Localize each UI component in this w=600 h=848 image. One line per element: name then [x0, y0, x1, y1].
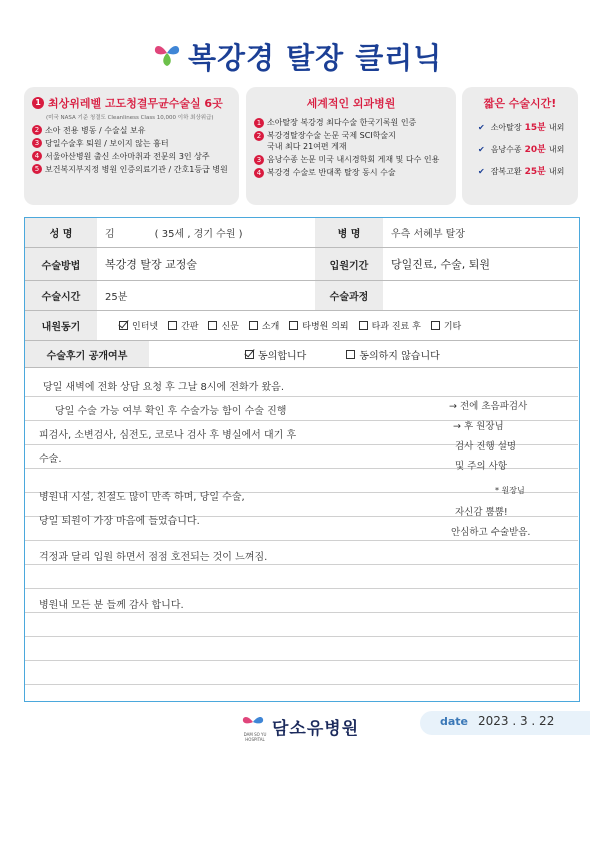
- item-prefix: 소아탈장: [490, 123, 522, 132]
- review-line: 당일 퇴원이 가장 마음에 들었습니다.: [39, 516, 200, 527]
- list-item: [32, 124, 231, 137]
- review-line: 병원내 모든 분 들께 감사 합니다.: [39, 600, 184, 611]
- feature-box-facilities: [24, 87, 239, 205]
- period-field[interactable]: 당일진료, 수술, 퇴원: [391, 258, 490, 271]
- motive-option-internet[interactable]: [119, 319, 158, 332]
- review-line: 걱정과 달리 입원 하면서 점점 호전되는 것이 느껴짐.: [39, 552, 268, 563]
- motive-option-other-hospital[interactable]: [289, 319, 348, 332]
- check-icon: ✔: [478, 123, 485, 132]
- number-badge: 3: [254, 155, 264, 165]
- item-emphasis: 25분: [524, 167, 546, 177]
- list-item: [470, 161, 570, 183]
- checkbox[interactable]: [168, 321, 177, 330]
- hospital-logo: [240, 712, 390, 742]
- method-label: 수술방법: [25, 248, 97, 280]
- review-form: [24, 217, 580, 702]
- item-suffix: 내외: [548, 123, 565, 132]
- ruled-line: [25, 660, 578, 661]
- list-item-text: 복강경탈장수술 논문 국제 SCI학술지: [267, 131, 396, 140]
- list-item-text: 복강경 수술로 반대쪽 탈장 동시 수술: [267, 168, 396, 177]
- ruled-line: [25, 564, 578, 565]
- item-suffix: 내외: [548, 167, 565, 176]
- number-badge: 4: [32, 151, 42, 161]
- option-label: 동의합니다: [258, 350, 307, 362]
- disease-label: 병 명: [315, 218, 383, 247]
- header: [0, 30, 600, 80]
- name-label: 성 명: [25, 218, 97, 247]
- process-field[interactable]: [383, 281, 578, 310]
- side-note: 자신감 뿜뿜!: [455, 507, 508, 518]
- list-item-text: 소아 전용 병동 / 수술실 보유: [45, 126, 146, 135]
- motive-option-etc[interactable]: [431, 319, 461, 332]
- public-options: [245, 341, 440, 367]
- list-item: [470, 117, 570, 139]
- checkbox-checked[interactable]: [119, 321, 128, 330]
- date-label: date: [440, 715, 469, 728]
- option-label: 신문: [221, 322, 239, 332]
- name-value: 김: [105, 229, 115, 240]
- feature-box-short-surgery: [462, 87, 578, 205]
- method-field[interactable]: 복강경 탈장 교정술: [105, 258, 198, 271]
- review-line: 당일 수술 가능 여부 확인 후 수술가능 함이 수술 진행: [55, 406, 287, 417]
- option-label: 타과 진료 후: [371, 322, 421, 332]
- list-item: [254, 167, 448, 178]
- feature-box-title: 세계적인 외과병원: [306, 97, 396, 110]
- motive-option-newspaper[interactable]: [208, 319, 238, 332]
- item-prefix: 잠복고환: [490, 167, 522, 176]
- public-label: 수술후기 공개여부: [25, 341, 149, 367]
- review-text-area[interactable]: [25, 368, 578, 701]
- period-label: 입원기간: [315, 248, 383, 280]
- motive-label: 내원동기: [25, 311, 97, 340]
- feature-list: [254, 117, 448, 178]
- option-label: 기타: [443, 322, 462, 332]
- number-badge: 2: [32, 125, 42, 135]
- option-label: 간판: [181, 322, 199, 332]
- side-note: 안심하고 수술받음.: [451, 527, 531, 538]
- list-item-text: 당일수술후 퇴원 / 보이지 않는 흉터: [45, 139, 169, 148]
- checkbox-checked[interactable]: [245, 350, 254, 359]
- list-item: [254, 154, 448, 165]
- number-badge: 1: [32, 97, 44, 109]
- process-label: 수술과정: [315, 281, 383, 310]
- form-row-public: [25, 341, 578, 368]
- item-emphasis: 15분: [524, 123, 546, 133]
- form-row-name: [25, 218, 578, 248]
- feature-box-title: 짧은 수술시간!: [483, 97, 557, 110]
- side-note: 검사 진행 설명: [455, 441, 517, 452]
- ruled-line: [25, 636, 578, 637]
- list-item-text: 보건복지부지정 병원 인증의료기관 / 간호1등급 병원: [45, 165, 228, 174]
- list-item: [254, 130, 448, 152]
- feature-strip: [24, 87, 578, 205]
- motive-option-other-department[interactable]: [359, 319, 421, 332]
- name-field[interactable]: [97, 218, 315, 247]
- checkbox[interactable]: [289, 321, 298, 330]
- time-label: 수술시간: [25, 281, 97, 310]
- list-item: [32, 137, 231, 150]
- side-note: → 후 원장님: [453, 421, 504, 432]
- feature-subtitle: (미국 NASA 기준 청결도 Cleanliness Class 10,000 이하 최상위급): [46, 115, 214, 121]
- option-label: 동의하지 않습니다: [359, 350, 440, 362]
- list-item: [32, 150, 231, 163]
- review-line: 수술.: [39, 454, 62, 465]
- list-item: [254, 117, 448, 128]
- feature-box-title: [32, 95, 231, 111]
- clinic-logo-icon: [152, 38, 182, 68]
- item-prefix: 음낭수종: [490, 145, 522, 154]
- hospital-name: 담소유병원: [272, 719, 360, 739]
- page-title: 복강경 탈장 클리닉: [188, 41, 443, 75]
- public-disagree-option[interactable]: [346, 347, 439, 362]
- list-item-text-line2: 국내 최다 21여편 게재: [267, 142, 347, 151]
- option-label: 인터넷: [132, 322, 159, 332]
- hospital-logo-icon: [240, 712, 266, 732]
- feature-list: [32, 124, 231, 176]
- list-item-text: 서울아산병원 출신 소아마취과 전문의 3인 상주: [45, 152, 210, 161]
- check-icon: ✔: [478, 145, 485, 154]
- public-agree-option[interactable]: [245, 347, 306, 362]
- form-row-time: [25, 281, 578, 311]
- side-note: → 전에 초음파검사: [449, 401, 528, 412]
- list-item-text: 음낭수종 논문 미국 내시경학회 게재 및 다수 인용: [267, 155, 440, 164]
- motive-option-signboard[interactable]: [168, 319, 198, 332]
- checkbox[interactable]: [359, 321, 368, 330]
- checkbox[interactable]: [208, 321, 217, 330]
- ruled-line: [25, 684, 578, 685]
- number-badge: 5: [32, 164, 42, 174]
- time-field[interactable]: 25분: [105, 292, 128, 303]
- option-label: 소개: [261, 322, 280, 332]
- ruled-line: [25, 588, 578, 589]
- feature-title-text: 최상위레벨 고도청결무균수술실 6곳: [48, 97, 223, 110]
- review-line: 병원내 시설, 친절도 많이 만족 하며, 당일 수술,: [39, 492, 245, 503]
- list-item: [470, 139, 570, 161]
- option-label: 타병원 의뢰: [302, 322, 349, 332]
- motive-option-referral[interactable]: [249, 319, 279, 332]
- date-box: [420, 711, 590, 735]
- checkbox[interactable]: [346, 350, 355, 359]
- feature-box-world-class: [246, 87, 456, 205]
- review-line: 피검사, 소변검사, 심전도, 코로나 검사 후 병실에서 대기 후: [39, 430, 297, 441]
- list-item-text: 소아탈장 복강경 최다수술 한국기록원 인증: [267, 118, 417, 127]
- item-emphasis: 20분: [524, 145, 546, 155]
- side-note: 및 주의 사항: [455, 461, 507, 472]
- review-line: 당일 새벽에 전화 상담 요청 후 그날 8시에 전화가 왔음.: [43, 382, 285, 393]
- list-item-text-block: [267, 130, 396, 152]
- name-detail: ( 35세 , 경기 수원 ): [154, 229, 243, 240]
- checkbox[interactable]: [431, 321, 440, 330]
- form-row-method: [25, 248, 578, 281]
- date-value[interactable]: 2023 . 3 . 22: [478, 714, 555, 728]
- disease-field[interactable]: 우측 서혜부 탈장: [391, 229, 465, 240]
- item-suffix: 내외: [548, 145, 565, 154]
- list-item: [32, 163, 231, 176]
- ruled-line: [25, 612, 578, 613]
- form-row-motive: [25, 311, 578, 341]
- feature-list: [470, 117, 570, 183]
- number-badge: 3: [32, 138, 42, 148]
- number-badge: 1: [254, 118, 264, 128]
- number-badge: 4: [254, 168, 264, 178]
- motive-options: [119, 311, 461, 340]
- check-icon: ✔: [478, 167, 485, 176]
- side-note: * 원장님: [495, 486, 525, 495]
- number-badge: 2: [254, 131, 264, 141]
- hospital-logo-subtext: DAM SO YU HOSPITAL: [243, 732, 267, 742]
- checkbox[interactable]: [249, 321, 258, 330]
